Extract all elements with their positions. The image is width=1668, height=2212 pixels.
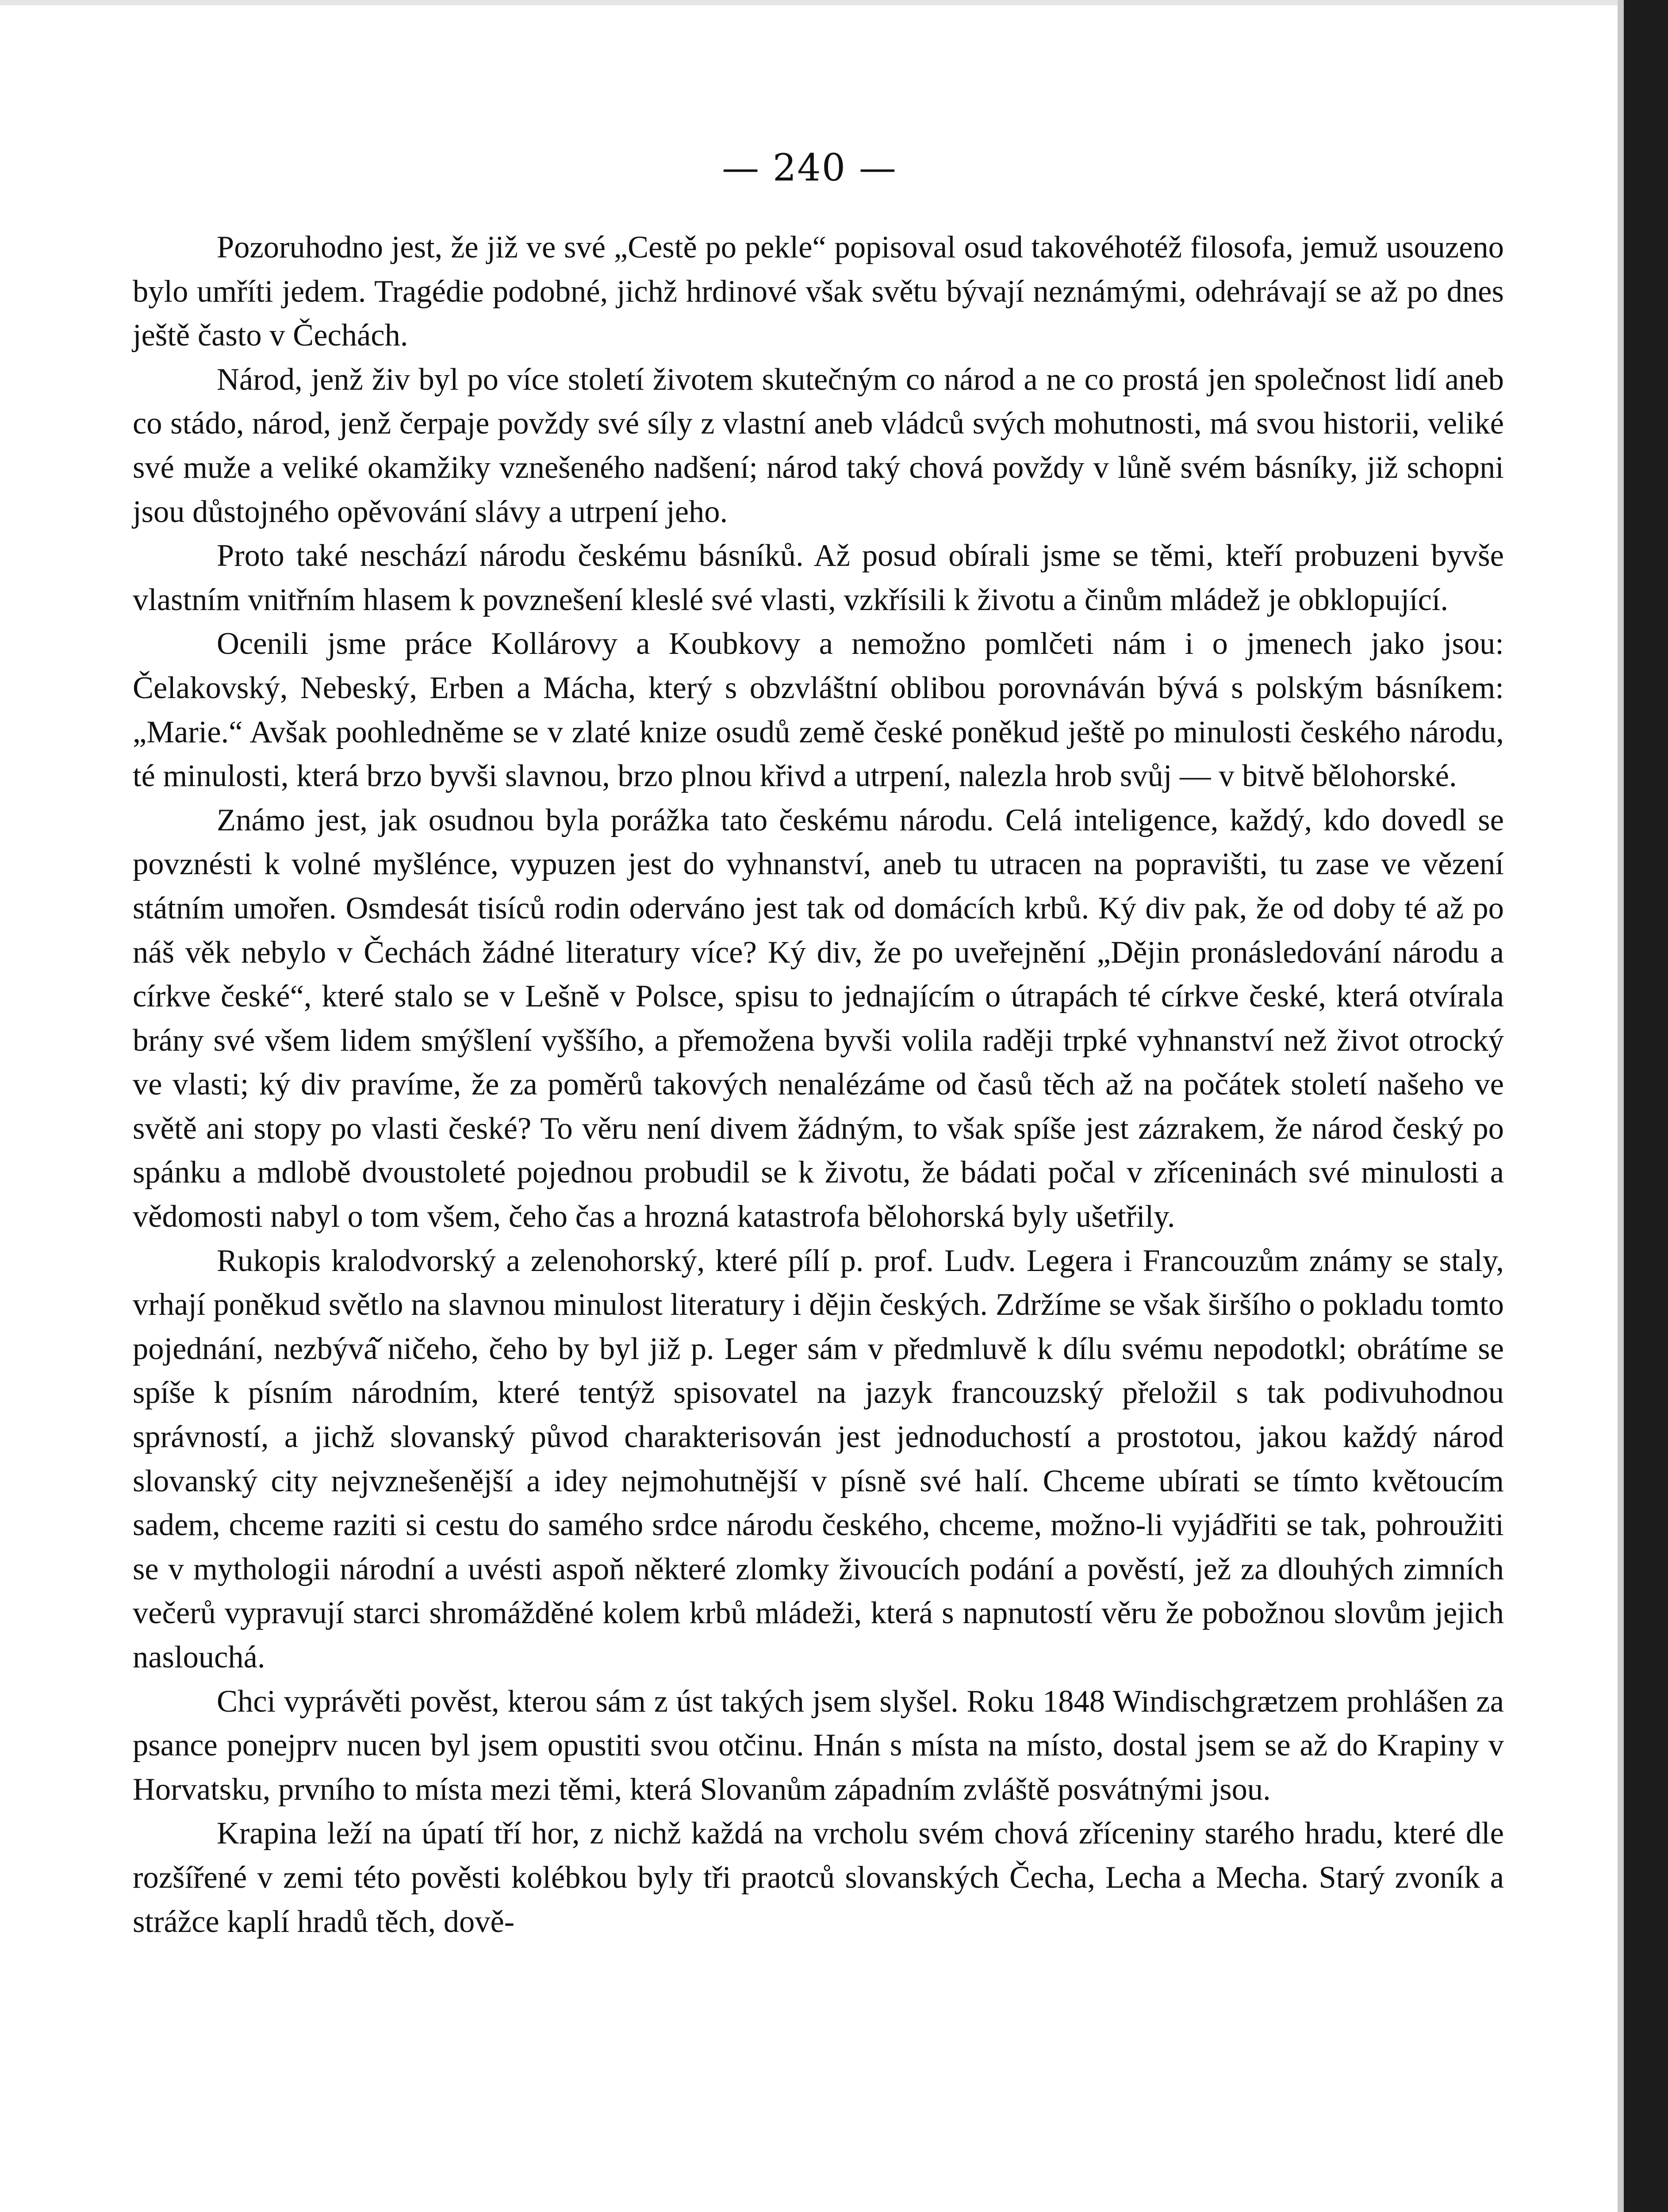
paragraph: Pozoruhodno jest, že již ve své „Cestě po pekle“ popisoval osud takovéhotéž filosofa, jemuž usouzeno bylo umříti jedem. Tragédie podobné, jichž hrdinové však světu bývají neznámými, odehrávají se až po dnes ještě často v Čechách.: [133, 230, 1504, 353]
paragraph: Chci vyprávěti pověst, kterou sám z úst takých jsem slyšel. Roku 1848 Windischgrætzem prohlášen za psance ponejprv nucen byl jsem opustiti svou otčinu. Hnán s místa na místo, dostal jsem se až do Krapiny v Horvatsku, prvního to místa mezi těmi, která Slovanům západním zvláště posvátnými jsou.: [133, 1684, 1504, 1807]
paragraph: Krapina leží na úpatí tří hor, z nichž každá na vrcholu svém chová zříceniny starého hradu, které dle rozšířené v zemi této pověsti kolébkou byly tři praotců slovanských Čecha, Lecha a Mecha. Starý zvoník a strážce kaplí hradů těch, dově-: [133, 1816, 1504, 1939]
paragraph: Ocenili jsme práce Kollárovy a Koubkovy a nemožno pomlčeti nám i o jmenech jako jsou: Čelakovský, Nebeský, Erben a Mácha, který s obzvláštní oblibou porovnáván bývá s polským básníkem: „Marie.“ Avšak poohledněme se v zlaté knize osudů země české poněkud ještě po minulosti českého národu, té minulosti, která brzo byvši slavnou, brzo plnou křivd a utrpení, nalezla hrob svůj — v bitvě bělohorské.: [133, 626, 1504, 794]
page-number: — 240 —: [722, 146, 897, 189]
page-body-text: [133, 226, 1504, 1944]
scan-right-border: [1624, 0, 1668, 2212]
scan-top-edge: [0, 0, 1624, 5]
paragraph: Známo jest, jak osudnou byla porážka tato českému národu. Celá inteligence, každý, kdo dovedl se povznésti k volné myšlénce, vypuzen jest do vyhnanství, aneb tu utracen na popravišti, tu zase ve vězení státním umořen. Osmdesát tisíců rodin oderváno jest tak od domácích krbů. Ký div pak, že od doby té až po náš věk nebylo v Čechách žádné literatury více? Ký div, že po uveřejnění „Dějin pronásledování národu a církve české“, které stalo se v Lešně v Polsce, spisu to jednajícím o útrapách té církve české, která otvírala brány své všem lidem smýšlení vyššího, a přemožena byvši volila raději trpké vyhnanství než život otrocký ve vlasti; ký div pravíme, že za poměrů takových nenalézáme od časů těch až na počátek století našeho ve světě ani stopy po vlasti české? To věru není divem žádným, to však spíše jest zázrakem, že národ český po spánku a mdlobě dvoustoleté pojednou probudil se k životu, že bádati počal v zříceninách své minulosti a vědomosti nabyl o tom všem, čeho čas a hrozná katastrofa bělohorská byly ušetřily.: [133, 803, 1504, 1234]
paragraph: Národ, jenž živ byl po více století životem skutečným co národ a ne co prostá jen společnost lidí aneb co stádo, národ, jenž čerpaje povždy své síly z vlastní aneb vládců svých mohutnosti, má svou historii, veliké své muže a veliké okamžiky vznešeného nadšení; národ taký chová povždy v lůně svém básníky, již schopni jsou důstojného opěvování slávy a utrpení jeho.: [133, 362, 1504, 529]
scan-right-shadow: [1618, 0, 1624, 2212]
paragraph: Rukopis kralodvorský a zelenohorský, které pílí p. prof. Ludv. Legera i Francouzům známy se staly, vrhají poněkud světlo na slavnou minulost literatury i dějin českých. Zdržíme se však širšího o pokladu tomto pojednání, nezbývá̌ ničeho, čeho by byl již p. Leger sám v předmluvě k dílu svému nepodotkl; obrátíme se spíše k písním národním, které tentýž spisovatel na jazyk francouzský přeložil s tak podivuhodnou správností, a jichž slovanský původ charakterisován jest jednoduchostí a prostotou, jakou každý národ slovanský city nejvznešenější a idey nejmohutnější v písně své halí. Chceme ubírati se tímto květoucím sadem, chceme raziti si cestu do samého srdce národu českého, chceme, možno-li vyjádřiti se tak, pohroužiti se v mythologii národní a uvésti aspoň některé zlomky živoucích podání a pověstí, jež za dlouhých zimních večerů vypravují starci shromážděné kolem krbů mládeži, která s napnutostí věru že pobožnou slovům jejich naslouchá.: [133, 1243, 1504, 1674]
paragraph: Proto také neschází národu českému básníků. Až posud obírali jsme se těmi, kteří probuzeni byvše vlastním vnitřním hlasem k povznešení kleslé své vlasti, vzkřísili k životu a činům mládež je obklopující.: [133, 538, 1504, 617]
